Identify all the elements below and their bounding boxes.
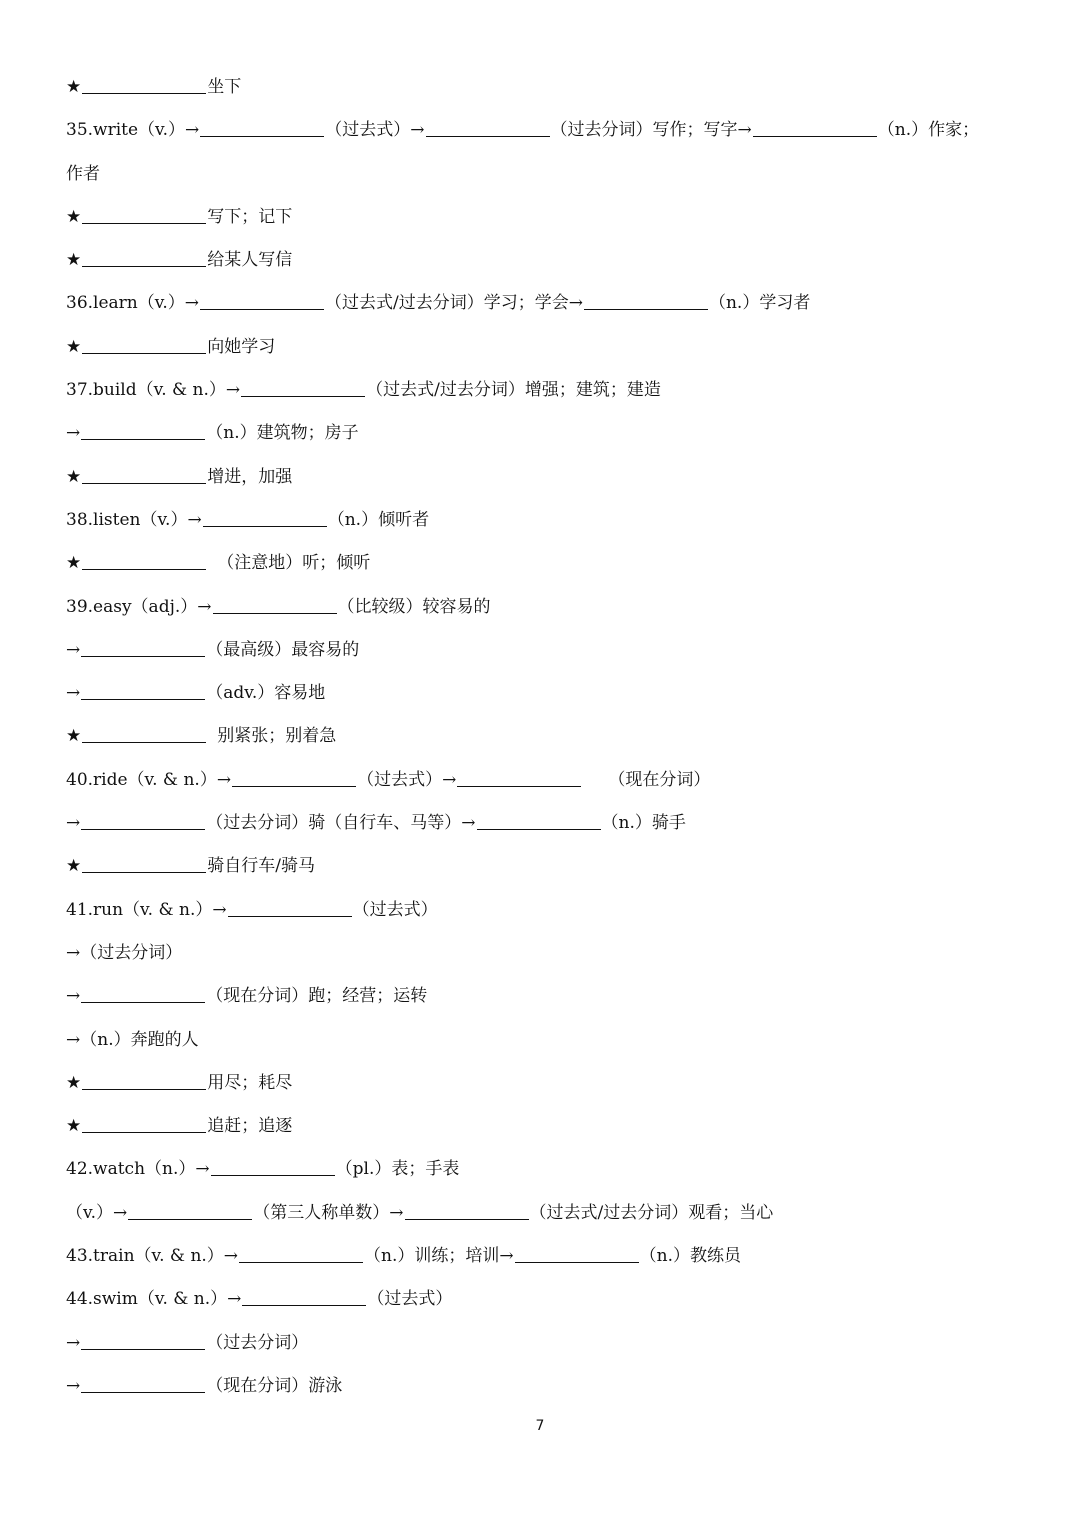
line-text: （过去式）→ — [325, 120, 425, 141]
worksheet-line — [66, 897, 1026, 940]
line-text: （过去式/过去分词）学习；学会→ — [324, 293, 583, 314]
line-text: 41.run（v. & n.）→ — [66, 899, 227, 920]
worksheet-line — [66, 767, 1026, 810]
worksheet-line — [66, 334, 1026, 377]
line-text: → — [66, 1332, 81, 1353]
line-text: → — [66, 639, 81, 660]
worksheet-line — [66, 204, 1026, 247]
answer-blank[interactable] — [82, 74, 206, 94]
line-text: 骑自行车/骑马 — [207, 856, 315, 877]
worksheet-line — [66, 117, 1026, 160]
answer-blank[interactable] — [81, 680, 205, 700]
worksheet-line — [66, 940, 1026, 983]
line-text: → — [66, 423, 81, 444]
worksheet-line — [66, 1373, 1026, 1416]
line-text: （现在分词）游泳 — [206, 1375, 343, 1396]
answer-blank[interactable] — [128, 1200, 252, 1220]
line-text: → — [66, 1375, 81, 1396]
answer-blank[interactable] — [211, 1156, 335, 1176]
star-icon: ★ — [66, 466, 82, 487]
answer-blank[interactable] — [82, 464, 206, 484]
answer-blank[interactable] — [405, 1200, 529, 1220]
worksheet-line — [66, 1330, 1026, 1373]
worksheet-line — [66, 1156, 1026, 1199]
line-text: （过去式/过去分词）观看；当心 — [529, 1202, 774, 1223]
line-text: →（n.）奔跑的人 — [66, 1029, 199, 1050]
line-text: 给某人写信 — [207, 250, 293, 271]
answer-blank[interactable] — [81, 637, 205, 657]
line-text: （n.）建筑物；房子 — [206, 423, 359, 444]
worksheet-line — [66, 1113, 1026, 1156]
worksheet-line — [66, 290, 1026, 333]
answer-blank[interactable] — [457, 767, 581, 787]
line-text: → — [66, 986, 81, 1007]
worksheet-line — [66, 161, 1026, 204]
star-icon: ★ — [66, 1072, 82, 1093]
answer-blank[interactable] — [82, 204, 206, 224]
answer-blank[interactable] — [228, 897, 352, 917]
answer-blank[interactable] — [213, 594, 337, 614]
star-icon: ★ — [66, 77, 82, 97]
line-text: （第三人称单数）→ — [253, 1202, 404, 1223]
line-text: （过去式/过去分词）增强；建筑；建造 — [366, 380, 661, 401]
answer-blank[interactable] — [82, 853, 206, 873]
star-icon: ★ — [66, 856, 82, 877]
worksheet-line — [66, 594, 1026, 637]
line-text: 39.easy（adj.）→ — [66, 596, 212, 617]
worksheet-line — [66, 723, 1026, 766]
answer-blank[interactable] — [232, 767, 356, 787]
answer-blank[interactable] — [82, 1070, 206, 1090]
line-text: （现在分词）跑；经营；运转 — [206, 986, 428, 1007]
line-text: 用尽；耗尽 — [207, 1072, 293, 1093]
answer-blank[interactable] — [81, 1330, 205, 1350]
line-text: 42.watch（n.）→ — [66, 1159, 210, 1180]
worksheet-page — [66, 74, 1026, 1416]
star-icon: ★ — [66, 553, 82, 574]
line-text: 写下；记下 — [207, 206, 293, 227]
worksheet-line — [66, 1200, 1026, 1243]
line-text: →（过去分词） — [66, 942, 183, 963]
worksheet-line — [66, 464, 1026, 507]
line-text: 35.write（v.）→ — [66, 120, 200, 141]
answer-blank[interactable] — [82, 550, 206, 570]
answer-blank[interactable] — [81, 1373, 205, 1393]
answer-blank[interactable] — [426, 117, 550, 137]
worksheet-line — [66, 507, 1026, 550]
line-text: 44.swim（v. & n.）→ — [66, 1289, 242, 1310]
line-text: （过去式） — [367, 1289, 453, 1310]
line-text: 38.listen（v.）→ — [66, 509, 202, 530]
worksheet-line — [66, 377, 1026, 420]
answer-blank[interactable] — [242, 1286, 366, 1306]
line-text: 追赶；追逐 — [207, 1116, 293, 1137]
answer-blank[interactable] — [584, 290, 708, 310]
line-text: 37.build（v. & n.）→ — [66, 380, 241, 401]
line-text: （adv.）容易地 — [206, 683, 326, 704]
answer-blank[interactable] — [203, 507, 327, 527]
line-text: （过去式）→ — [357, 769, 457, 790]
line-text: （比较级）较容易的 — [337, 596, 491, 617]
answer-blank[interactable] — [241, 377, 365, 397]
answer-blank[interactable] — [82, 1113, 206, 1133]
star-icon: ★ — [66, 726, 82, 747]
worksheet-line — [66, 1286, 1026, 1329]
answer-blank[interactable] — [82, 723, 206, 743]
line-text: 43.train（v. & n.）→ — [66, 1246, 239, 1267]
answer-blank[interactable] — [515, 1243, 639, 1263]
worksheet-line — [66, 983, 1026, 1026]
line-text: （过去分词）写作；写字→ — [550, 120, 752, 141]
worksheet-line — [66, 1027, 1026, 1070]
answer-blank[interactable] — [82, 334, 206, 354]
star-icon: ★ — [66, 336, 82, 357]
worksheet-line — [66, 680, 1026, 723]
line-text: → — [66, 683, 81, 704]
answer-blank[interactable] — [81, 420, 205, 440]
line-text: （v.）→ — [66, 1202, 128, 1223]
line-text: （过去分词）骑（自行车、马等）→ — [206, 813, 476, 834]
worksheet-line — [66, 853, 1026, 896]
answer-blank[interactable] — [753, 117, 877, 137]
worksheet-line — [66, 247, 1026, 290]
line-text: → — [66, 813, 81, 834]
line-text: （n.）倾听者 — [327, 509, 430, 530]
line-text: 向她学习 — [207, 336, 276, 357]
line-text: 40.ride（v. & n.）→ — [66, 769, 232, 790]
line-text: 36.learn（v.）→ — [66, 293, 199, 314]
line-text: （n.）训练；培训→ — [364, 1246, 514, 1267]
page-number: 7 — [535, 1418, 545, 1434]
line-text: 别紧张；别着急 — [217, 726, 337, 747]
worksheet-line — [66, 810, 1026, 853]
line-text: 坐下 — [207, 77, 242, 97]
worksheet-line — [66, 1070, 1026, 1113]
star-icon: ★ — [66, 1116, 82, 1137]
star-icon: ★ — [66, 250, 82, 271]
line-text: （过去分词） — [206, 1332, 309, 1353]
answer-blank[interactable] — [477, 810, 601, 830]
answer-blank[interactable] — [81, 983, 205, 1003]
worksheet-line — [66, 550, 1026, 593]
answer-blank[interactable] — [82, 247, 206, 267]
line-text: （过去式） — [352, 899, 438, 920]
answer-blank[interactable] — [239, 1243, 363, 1263]
worksheet-line — [66, 74, 1026, 117]
line-text: （n.）骑手 — [601, 813, 686, 834]
line-text: （n.）学习者 — [708, 293, 811, 314]
worksheet-line — [66, 637, 1026, 680]
line-text: （n.）教练员 — [639, 1246, 742, 1267]
line-text: （pl.）表；手表 — [335, 1159, 460, 1180]
worksheet-line — [66, 1243, 1026, 1286]
line-text: 增进，加强 — [207, 466, 293, 487]
line-text: 作者 — [66, 163, 100, 184]
line-text: （最高级）最容易的 — [206, 639, 360, 660]
line-text: （注意地）听；倾听 — [217, 553, 371, 574]
line-text: （n.）作家； — [877, 120, 980, 141]
answer-blank[interactable] — [81, 810, 205, 830]
line-text: （现在分词） — [608, 769, 711, 790]
star-icon: ★ — [66, 206, 82, 227]
answer-blank[interactable] — [200, 290, 324, 310]
worksheet-line — [66, 420, 1026, 463]
answer-blank[interactable] — [200, 117, 324, 137]
